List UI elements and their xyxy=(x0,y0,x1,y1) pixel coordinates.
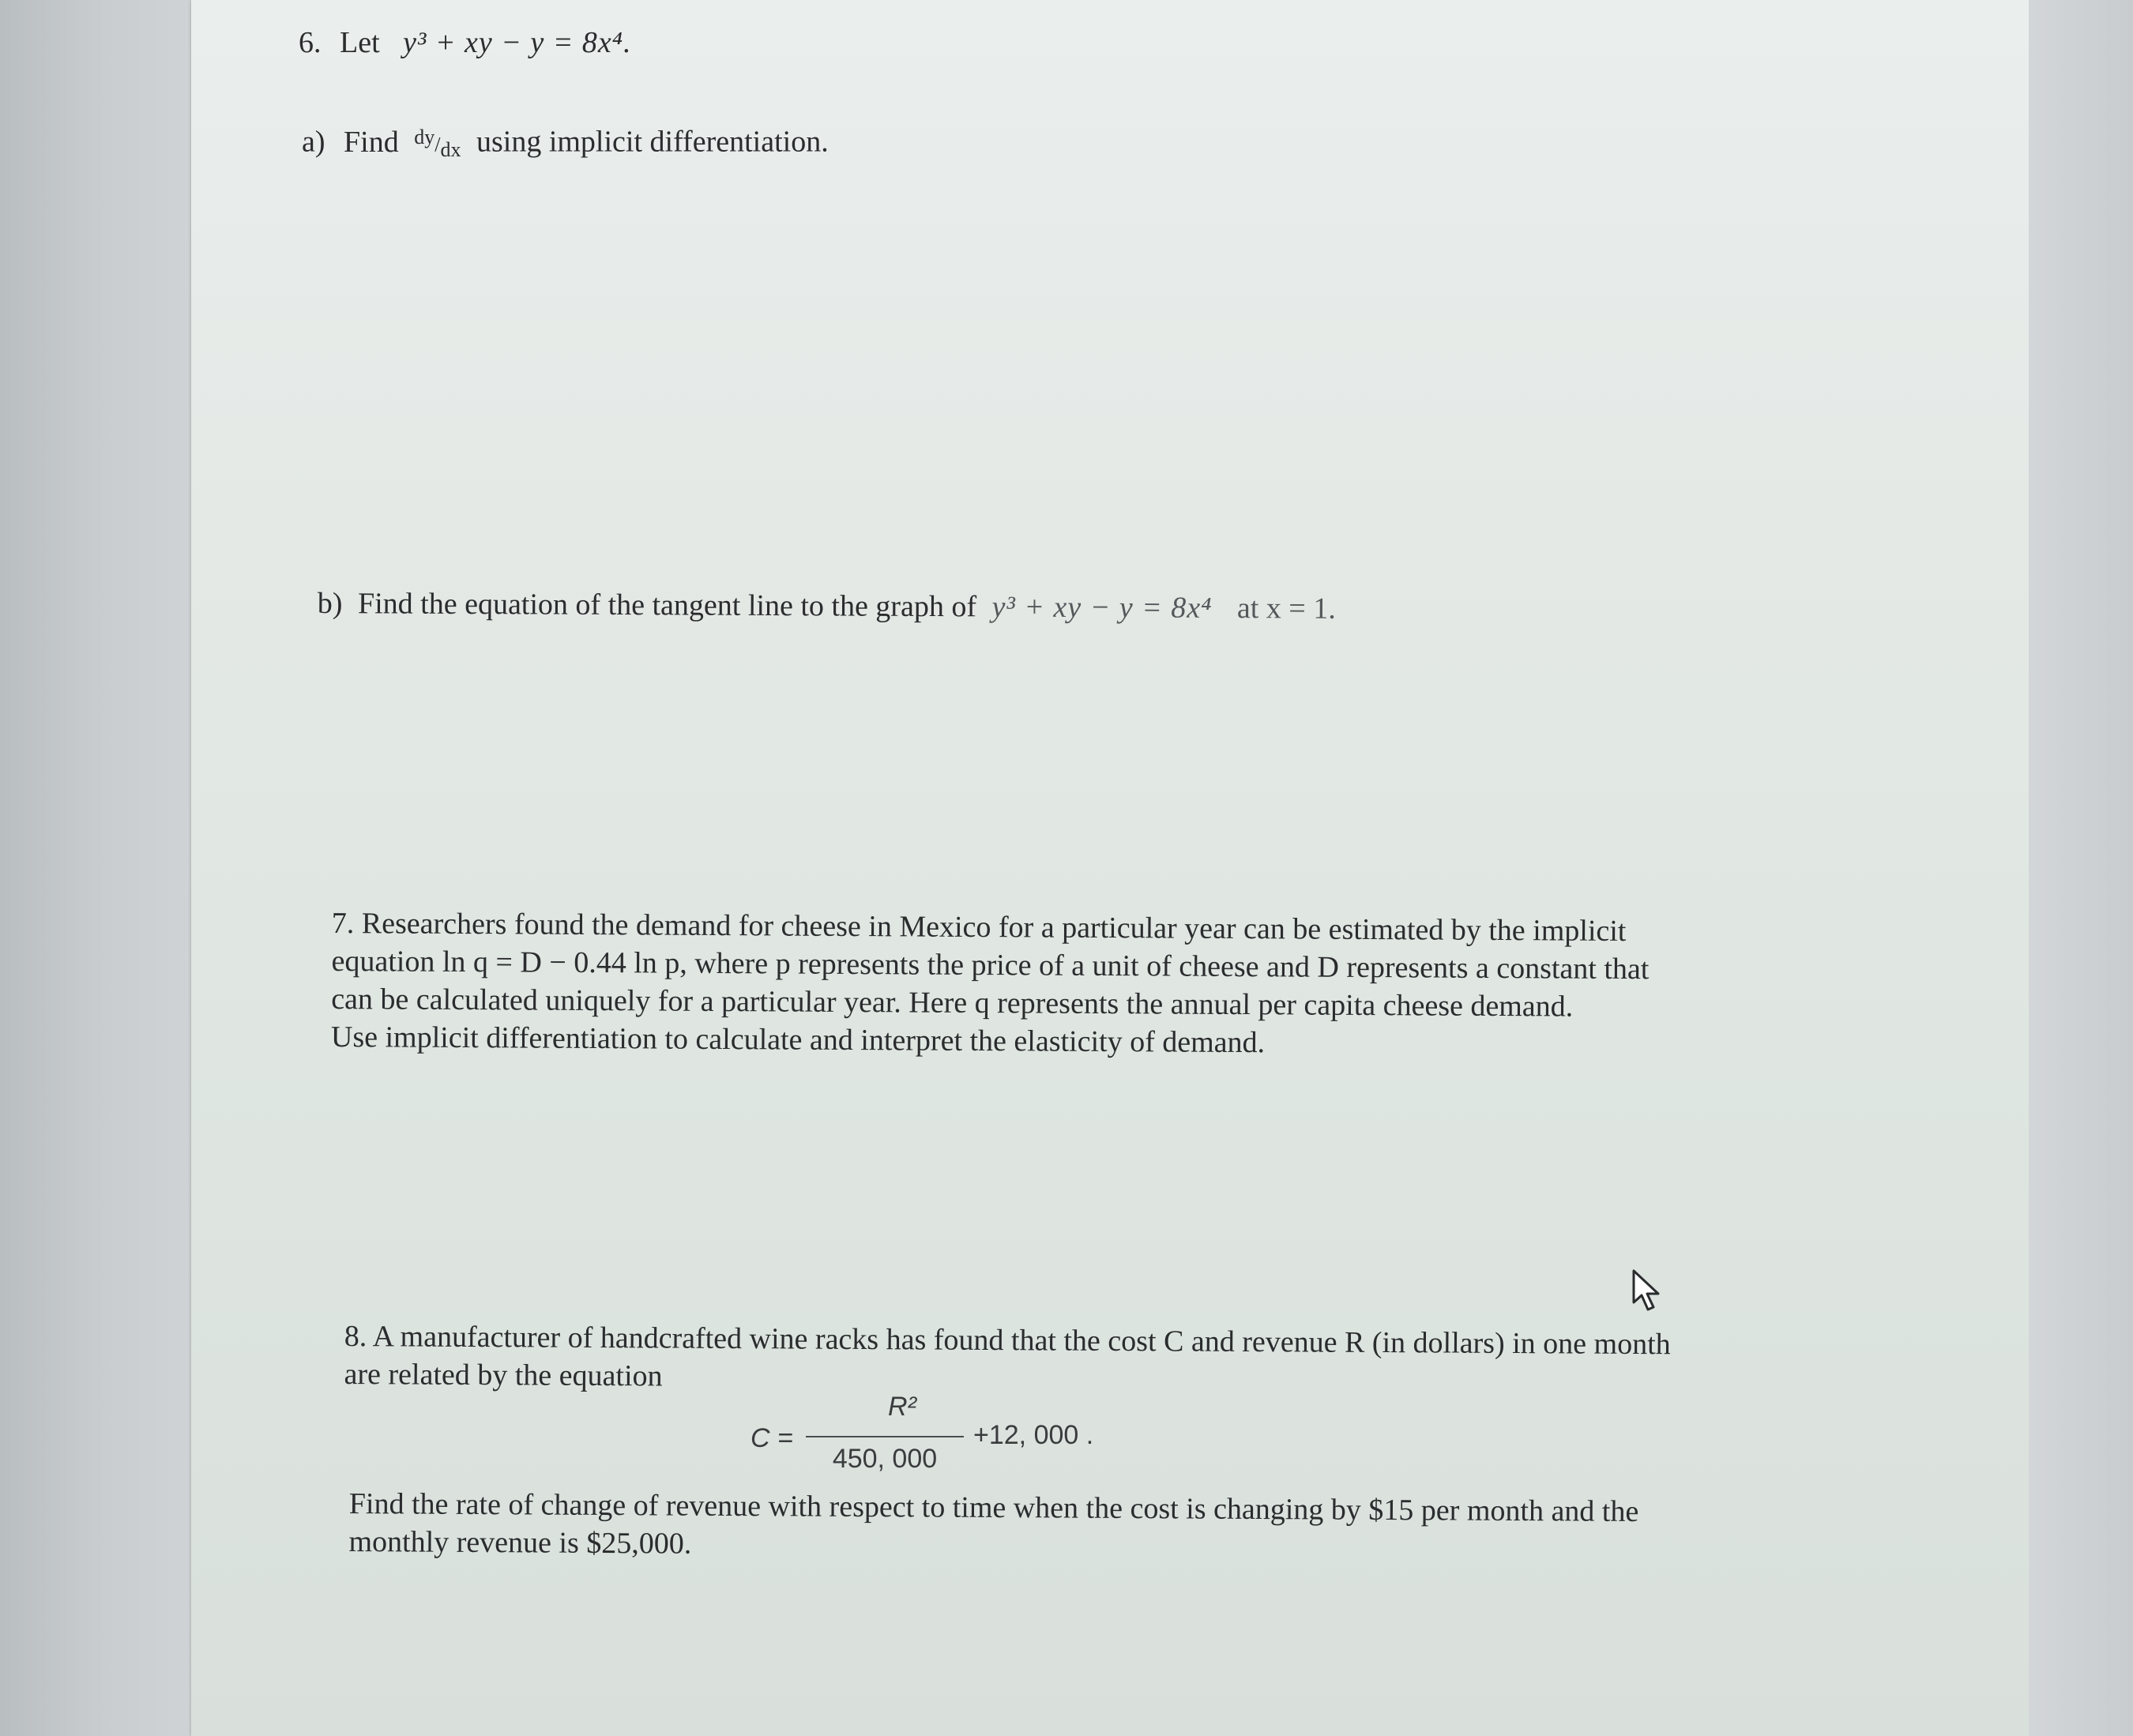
q6-part-b xyxy=(318,584,1336,628)
q8-closing xyxy=(348,1485,1811,1569)
formula-lhs: C = xyxy=(750,1423,793,1453)
q7-paragraph xyxy=(331,904,1793,1065)
q8-line-1: 8. A manufacturer of handcrafted wine racks has found that the cost C and revenue R (in dollars) in one month xyxy=(344,1320,1671,1362)
right-margin xyxy=(2029,0,2133,1736)
q6-equation: y³ + xy − y = 8x⁴. xyxy=(403,26,632,59)
dydx-numerator: dy xyxy=(414,126,435,148)
q6b-label: b) xyxy=(317,586,343,621)
dydx-denominator: dx xyxy=(440,137,461,161)
q6b-text: Find the equation of the tangent line to the graph of xyxy=(357,587,977,624)
document-page xyxy=(191,0,2029,1736)
mouse-cursor-icon xyxy=(1629,1268,1665,1313)
q8-closing-line-1: Find the rate of change of revenue with respect to time when the cost is changing by $15 per month and the xyxy=(348,1487,1639,1528)
formula-denominator: 450, 000 xyxy=(832,1444,938,1474)
q6a-label: a) xyxy=(302,125,325,159)
q7-line-3: can be calculated uniquely for a particular year. Here q represents the annual per capita cheese demand. xyxy=(331,982,1574,1024)
q6a-text: using implicit differentiation. xyxy=(476,125,829,159)
q6-part-a xyxy=(302,118,829,169)
formula-numerator: R² xyxy=(888,1392,916,1422)
q7-line-4: Use implicit differentiation to calculate and interpret the elasticity of demand. xyxy=(330,1020,1266,1060)
q6a-find: Find xyxy=(344,125,399,159)
q6b-at: at x = 1. xyxy=(1236,592,1336,626)
q6-let: Let xyxy=(340,26,380,59)
q8-closing-line-2: monthly revenue is $25,000. xyxy=(348,1524,692,1561)
left-margin xyxy=(0,0,191,1736)
q7-line-1: 7. Researchers found the demand for cheese in Mexico for a particular year can be estimated by the implicit xyxy=(331,907,1627,949)
fraction-bar xyxy=(806,1436,964,1437)
q6-statement xyxy=(299,24,632,62)
q6-number: 6. xyxy=(299,26,322,59)
dydx-fraction: dy/dx xyxy=(414,126,461,161)
q8-paragraph xyxy=(344,1317,1806,1402)
formula-rhs: +12, 000 . xyxy=(973,1420,1094,1450)
q8-line-2: are related by the equation xyxy=(344,1357,663,1393)
q7-line-2: equation ln q = D − 0.44 ln p, where p represents the price of a unit of cheese and D represents a constant that xyxy=(331,944,1650,986)
q6b-equation: y³ + xy − y = 8x⁴ xyxy=(991,590,1213,625)
